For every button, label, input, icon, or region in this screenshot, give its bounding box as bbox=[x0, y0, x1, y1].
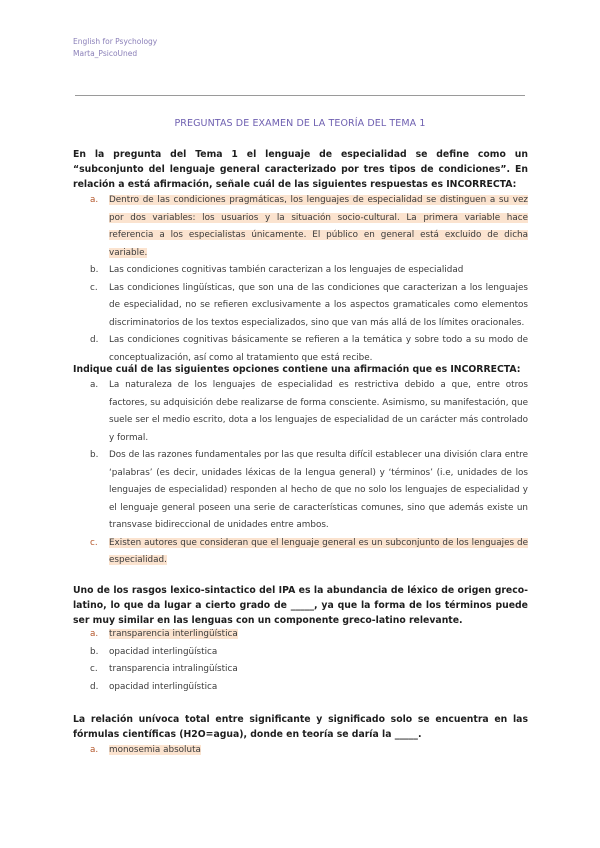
option-text-highlighted: Existen autores que consideran que el lenguaje general es un subconjunto de los lenguajes de especialidad. bbox=[109, 537, 528, 565]
option-text: transparencia intralingüística bbox=[109, 664, 238, 674]
option-text: La naturaleza de los lenguajes de especialidad es restrictiva debido a que, entre otros factores, su adquisición debe realizarse de forma consciente. Asimismo, su manifestación, que suele ser el medio escrito, dota a los lenguajes de especialidad de un carácter más controlado y formal. bbox=[109, 380, 528, 443]
option-text-highlighted: Dentro de las condiciones pragmáticas, los lenguajes de especialidad se distinguen a su vez por dos variables: los usuarios y la situación socio-cultural. La primera variable hace referencia a los especialistas únicamente. El público en general está excluido de dicha variable. bbox=[109, 195, 528, 258]
option-letter: b. bbox=[90, 646, 99, 657]
option-3c bbox=[73, 661, 528, 679]
header-divider bbox=[75, 95, 525, 96]
option-letter: a. bbox=[90, 195, 99, 205]
option-letter: b. bbox=[90, 450, 99, 460]
question-2: Indique cuál de las siguientes opciones contiene una afirmación que es INCORRECTA: bbox=[73, 364, 521, 375]
option-letter: c. bbox=[90, 282, 98, 293]
option-text: Las condiciones lingüísticas, que son una de las condiciones que caracterizan a los lenguajes de especialidad, no se refieren exclusivamente a los aspectos gramaticales como elementos discriminatorios de los textos especializados, sino que van más allá de los límites oracionales. bbox=[109, 282, 528, 328]
question-2-options bbox=[73, 377, 528, 570]
option-letter: b. bbox=[90, 265, 99, 275]
option-text: Las condiciones cognitivas básicamente se refieren a la temática y sobre todo a su modo de conceptualización, así como al tratamiento que está recibe. bbox=[109, 335, 528, 363]
option-text: Las condiciones cognitivas también caracterizan a los lenguajes de especialidad bbox=[109, 265, 464, 275]
option-1a bbox=[73, 192, 528, 262]
option-text: opacidad interlingüística bbox=[109, 646, 218, 657]
option-3a bbox=[73, 626, 528, 644]
header-author: Marta_PsicoUned bbox=[73, 49, 138, 58]
question-4-options bbox=[73, 742, 528, 760]
option-1c bbox=[73, 280, 528, 333]
option-4a bbox=[73, 742, 528, 760]
option-letter: c. bbox=[90, 537, 98, 548]
option-letter: d. bbox=[90, 335, 99, 345]
option-2c bbox=[73, 535, 528, 570]
option-text: opacidad interlingüística bbox=[109, 681, 218, 692]
option-3d bbox=[73, 679, 528, 697]
option-2a bbox=[73, 377, 528, 447]
option-text: Dos de las razones fundamentales por las que resulta difícil establecer una división clara entre ‘palabras’ (es decir, unidades léxicas de la lengua general) y ‘términos’ (i.e, unidades de los lenguajes de especialidad) responden al hecho de que no solo los lenguajes de especialidad y el lenguaje general poseen una serie de características comunes, sino que además existe un transvase bidireccional de unidades entre ambos. bbox=[109, 450, 528, 530]
option-letter: c. bbox=[90, 664, 98, 674]
option-text-highlighted: monosemia absoluta bbox=[109, 745, 201, 755]
option-2b bbox=[73, 447, 528, 535]
document-header bbox=[73, 36, 157, 60]
option-letter: a. bbox=[90, 380, 99, 390]
option-letter: a. bbox=[90, 745, 99, 755]
option-1b bbox=[73, 262, 528, 280]
question-1-options bbox=[73, 192, 528, 367]
option-3b bbox=[73, 644, 528, 662]
header-course: English for Psychology bbox=[73, 37, 158, 46]
option-letter: a. bbox=[90, 629, 99, 639]
option-letter: d. bbox=[90, 681, 99, 692]
question-3: Uno de los rasgos lexico-sintactico del IPA es la abundancia de léxico de origen greco-latino, lo que da lugar a cierto grado de _____, ya que la forma de los términos puede ser muy similar en las lenguas con un componente greco-latino relevante. bbox=[73, 585, 528, 626]
page-title: PREGUNTAS DE EXAMEN DE LA TEORÍA DEL TEMA 1 bbox=[174, 118, 426, 129]
question-3-options bbox=[73, 626, 528, 696]
option-text-highlighted: transparencia interlingüística bbox=[109, 629, 238, 639]
question-4: La relación unívoca total entre significante y significado solo se encuentra en las fórmulas científicas (H2O=agua), donde en teoría se daría la _____. bbox=[73, 714, 528, 740]
question-1: En la pregunta del Tema 1 el lenguaje de especialidad se define como un “subconjunto del lenguaje general caracterizado por tres tipos de condiciones”. En relación a está afirmación, señale cuál de las siguientes respuestas es INCORRECTA: bbox=[73, 149, 528, 190]
